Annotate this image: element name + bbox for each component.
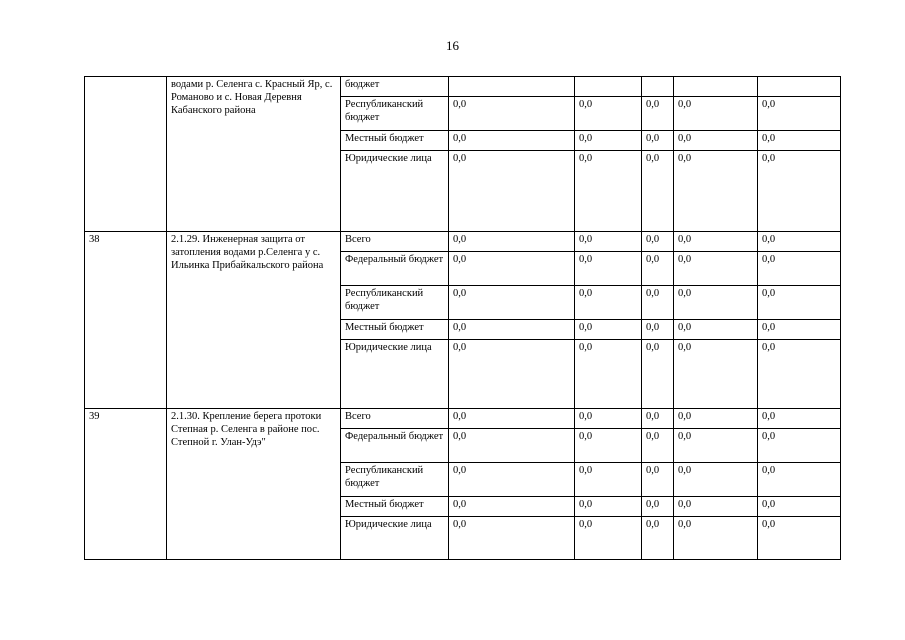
amount-cell: 0,0	[642, 286, 674, 320]
amount-cell: 0,0	[758, 131, 841, 151]
amount-cell: 0,0	[642, 97, 674, 131]
amount-cell: 0,0	[758, 409, 841, 429]
funding-source-cell: Республиканский бюджет	[341, 286, 449, 320]
funding-source-cell: Юридические лица	[341, 517, 449, 560]
amount-cell: 0,0	[674, 232, 758, 252]
funding-source-cell: Юридические лица	[341, 151, 449, 232]
amount-cell: 0,0	[674, 497, 758, 517]
amount-cell: 0,0	[642, 232, 674, 252]
funding-source-cell: Всего	[341, 232, 449, 252]
amount-cell: 0,0	[575, 340, 642, 409]
amount-cell: 0,0	[449, 463, 575, 497]
amount-cell: 0,0	[575, 517, 642, 560]
measure-title-cell: 2.1.30. Крепление берега протоки Степная р. Селенга в районе пос. Степной г. Улан-Удэ"	[167, 409, 341, 560]
funding-source-cell: Федеральный бюджет	[341, 429, 449, 463]
amount-cell: 0,0	[449, 131, 575, 151]
amount-cell: 0,0	[575, 131, 642, 151]
row-number-cell	[85, 77, 167, 232]
amount-cell: 0,0	[642, 463, 674, 497]
funding-source-cell: Республиканский бюджет	[341, 97, 449, 131]
funding-source-cell: Местный бюджет	[341, 497, 449, 517]
row-number-cell: 39	[85, 409, 167, 560]
amount-cell: 0,0	[674, 429, 758, 463]
amount-cell: 0,0	[642, 131, 674, 151]
amount-cell: 0,0	[642, 517, 674, 560]
amount-cell	[449, 77, 575, 97]
amount-cell: 0,0	[642, 252, 674, 286]
amount-cell	[642, 77, 674, 97]
amount-cell: 0,0	[758, 429, 841, 463]
page-number: 16	[446, 38, 459, 53]
amount-cell: 0,0	[642, 320, 674, 340]
amount-cell: 0,0	[575, 463, 642, 497]
amount-cell: 0,0	[575, 429, 642, 463]
amount-cell	[674, 77, 758, 97]
amount-cell: 0,0	[758, 497, 841, 517]
amount-cell: 0,0	[575, 232, 642, 252]
amount-cell: 0,0	[575, 151, 642, 232]
amount-cell: 0,0	[642, 151, 674, 232]
funding-source-cell: Республиканский бюджет	[341, 463, 449, 497]
amount-cell: 0,0	[674, 131, 758, 151]
amount-cell: 0,0	[758, 252, 841, 286]
amount-cell: 0,0	[575, 320, 642, 340]
amount-cell: 0,0	[758, 517, 841, 560]
amount-cell: 0,0	[575, 409, 642, 429]
measure-title-cell: 2.1.29. Инженерная защита от затопления водами р.Селенга у с. Ильинка Прибайкальского района	[167, 232, 341, 409]
measure-title-cell: водами р. Селенга с. Красный Яр, с. Романово и с. Новая Деревня Кабанского района	[167, 77, 341, 232]
amount-cell: 0,0	[449, 252, 575, 286]
amount-cell: 0,0	[642, 497, 674, 517]
amount-cell: 0,0	[674, 409, 758, 429]
amount-cell: 0,0	[449, 497, 575, 517]
amount-cell: 0,0	[674, 320, 758, 340]
amount-cell: 0,0	[674, 463, 758, 497]
amount-cell: 0,0	[674, 517, 758, 560]
table-row	[85, 232, 841, 252]
budget-table	[84, 76, 841, 560]
amount-cell: 0,0	[642, 340, 674, 409]
table-row	[85, 77, 841, 97]
amount-cell: 0,0	[642, 429, 674, 463]
funding-source-cell: Федеральный бюджет	[341, 252, 449, 286]
amount-cell: 0,0	[674, 252, 758, 286]
amount-cell: 0,0	[449, 286, 575, 320]
amount-cell: 0,0	[449, 97, 575, 131]
amount-cell: 0,0	[449, 232, 575, 252]
amount-cell: 0,0	[449, 429, 575, 463]
amount-cell	[758, 77, 841, 97]
funding-source-cell: Местный бюджет	[341, 131, 449, 151]
funding-source-cell: Местный бюджет	[341, 320, 449, 340]
amount-cell: 0,0	[674, 286, 758, 320]
amount-cell: 0,0	[575, 97, 642, 131]
table-row	[85, 409, 841, 429]
amount-cell	[575, 77, 642, 97]
amount-cell: 0,0	[758, 151, 841, 232]
funding-source-cell: бюджет	[341, 77, 449, 97]
amount-cell: 0,0	[449, 151, 575, 232]
amount-cell: 0,0	[449, 409, 575, 429]
funding-source-cell: Всего	[341, 409, 449, 429]
row-number-cell: 38	[85, 232, 167, 409]
amount-cell: 0,0	[449, 320, 575, 340]
amount-cell: 0,0	[449, 340, 575, 409]
funding-source-cell: Юридические лица	[341, 340, 449, 409]
amount-cell: 0,0	[758, 286, 841, 320]
amount-cell: 0,0	[758, 232, 841, 252]
amount-cell: 0,0	[758, 340, 841, 409]
amount-cell: 0,0	[575, 286, 642, 320]
amount-cell: 0,0	[758, 97, 841, 131]
amount-cell: 0,0	[575, 497, 642, 517]
amount-cell: 0,0	[642, 409, 674, 429]
amount-cell: 0,0	[674, 151, 758, 232]
amount-cell: 0,0	[758, 463, 841, 497]
amount-cell: 0,0	[575, 252, 642, 286]
amount-cell: 0,0	[674, 340, 758, 409]
amount-cell: 0,0	[449, 517, 575, 560]
amount-cell: 0,0	[758, 320, 841, 340]
amount-cell: 0,0	[674, 97, 758, 131]
